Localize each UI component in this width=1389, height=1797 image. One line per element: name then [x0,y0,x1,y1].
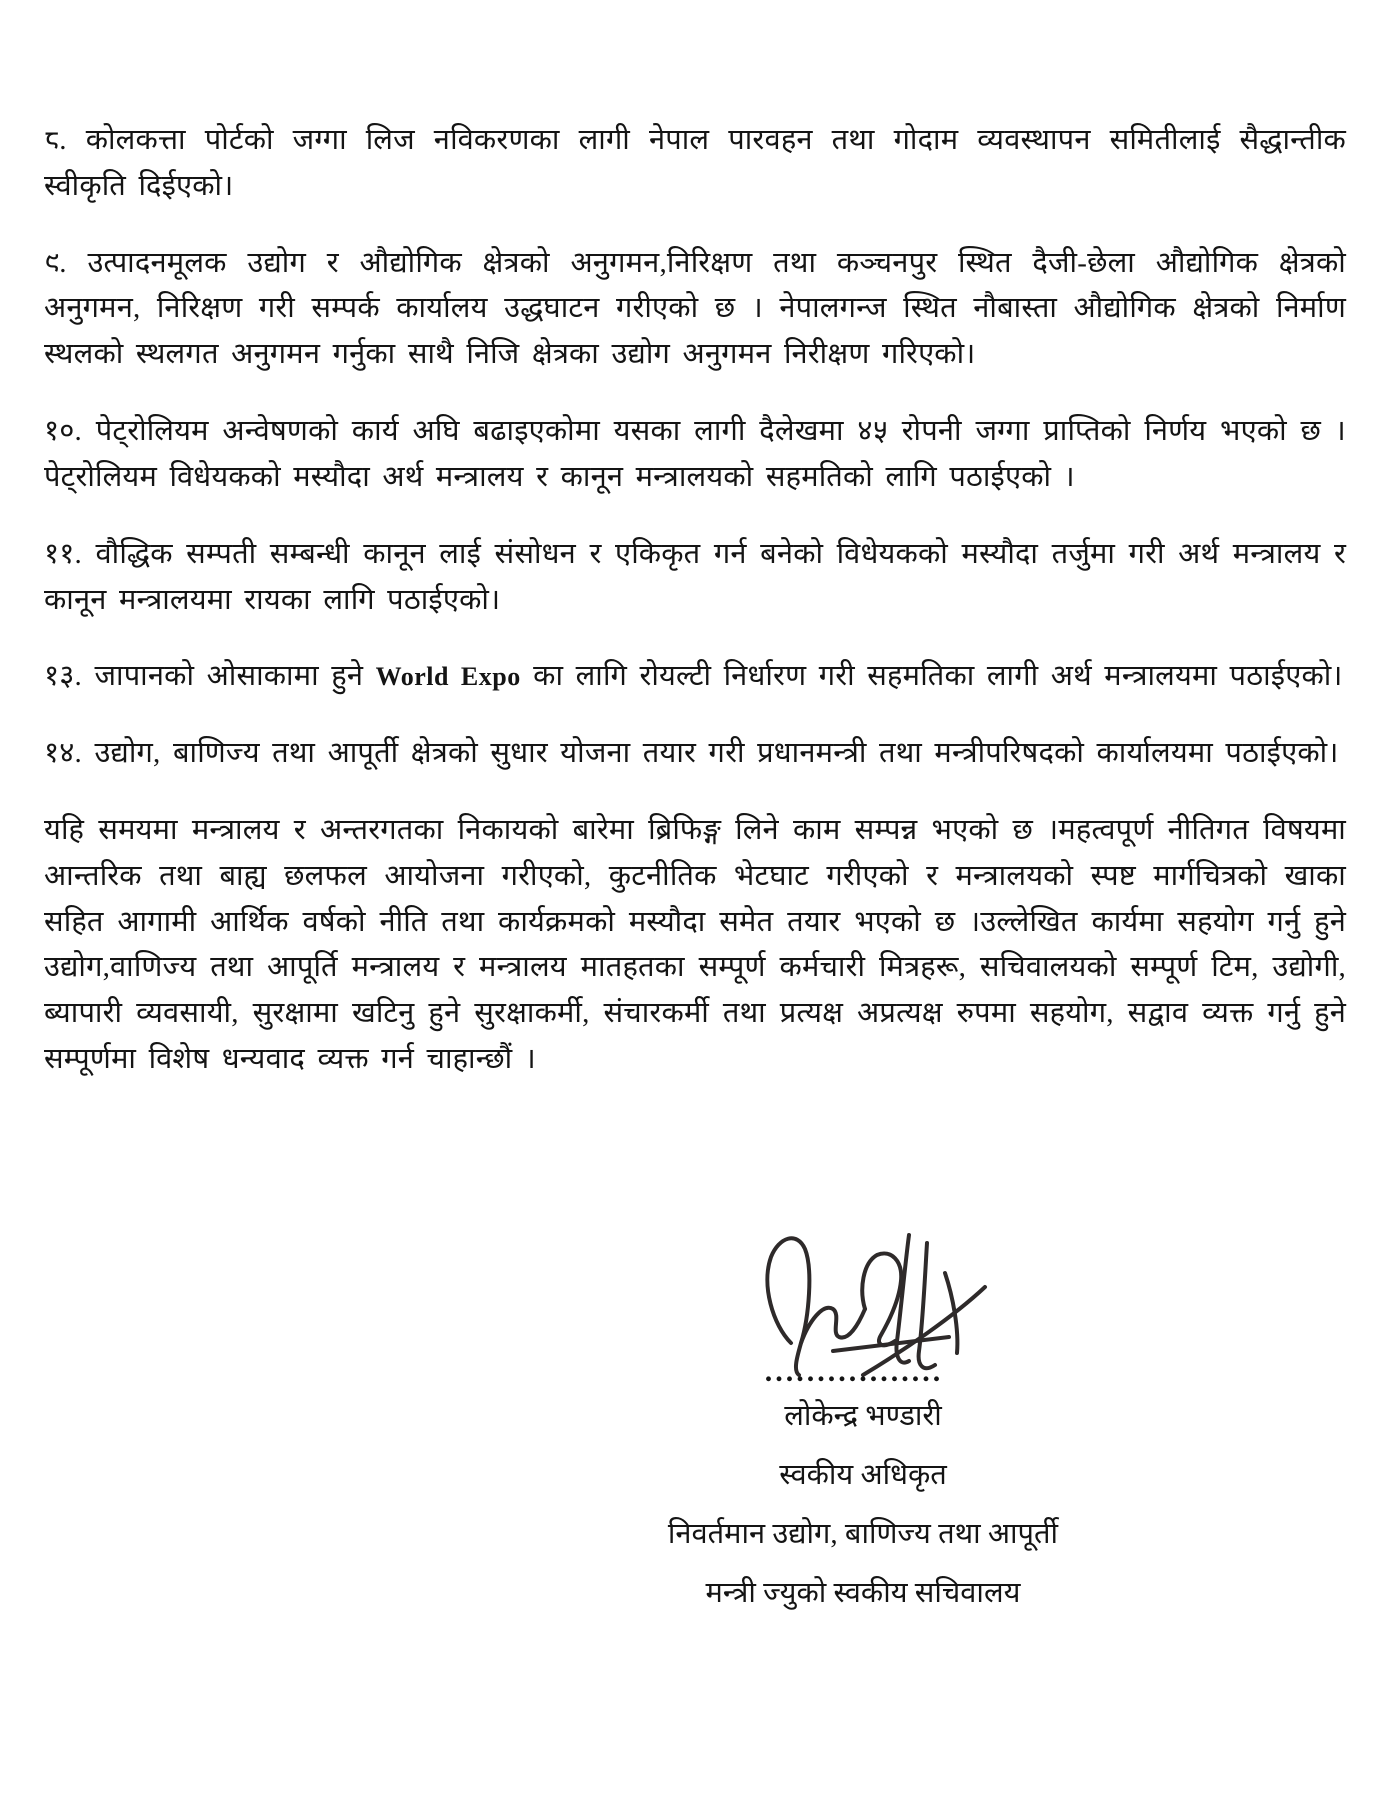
signatory-office-line1: निवर्तमान उद्योग, बाणिज्य तथा आपूर्ती [667,1518,1059,1550]
paragraph-11: ११. वौद्धिक सम्पती सम्बन्धी कानून लाई संसोधन र एकिकृत गर्न बनेको विधेयकको मस्यौदा तर्जुमा गरी अर्थ मन्त्रालय र कानून मन्त्रालयमा रायका लागि पठाईएको। [44,537,1346,616]
paragraph-14: १४. उद्योग, बाणिज्य तथा आपूर्ती क्षेत्रको सुधार योजना तयार गरी प्रधानमन्त्री तथा मन्त्रीपरिषदको कार्यालयमा पठाईएको। [44,737,1339,770]
paragraph-8: ८. कोलकत्ता पोर्टको जग्गा लिज नविकरणका लागी नेपाल पारवहन तथा गोदाम व्यवस्थापन समितीलाई सैद्धान्तीक स्वीकृति दिईएको। [44,124,1346,202]
signature-dotted-line: ................. [764,1355,944,1388]
world-expo-label: World Expo [375,662,521,692]
signatory-name: लोकेन्द्र भण्डारी [784,1400,942,1432]
signature-block [628,1225,1098,1623]
paragraph-9: ९. उत्पादनमूलक उद्योग र औद्योगिक क्षेत्रको अनुगमन,निरिक्षण तथा कञ्चनपुर स्थित दैजी-छेला औद्योगिक क्षेत्रको अनुगमन, निरिक्षण गरी सम्पर्क कार्यालय उद्धघाटन गरीएको छ । नेपालगन्ज स्थित नौबास्ता औद्योगिक क्षेत्रको निर्माण स्थलको स्थलगत अनुगमन गर्नुका साथै निजि क्षेत्रका उद्योग अनुगमन निरीक्षण गरिएको। [44,246,1346,371]
signatory-office-line2: मन्त्री ज्युको स्वकीय सचिवालय [705,1577,1021,1609]
signatory-title: स्वकीय अधिकृत [779,1459,947,1491]
document-body [44,118,1346,1083]
paragraph-13 [44,654,1346,700]
closing-paragraph: यहि समयमा मन्त्रालय र अन्तरगतका निकायको बारेमा ब्रिफिङ्ग लिने काम सम्पन्न भएको छ ।महत्वपूर्ण नीतिगत विषयमा आन्तरिक तथा बाह्य छलफल आयोजना गरीएको, कुटनीतिक भेटघाट गरीएको र मन्त्रालयको स्पष्ट मार्गचित्रको खाका सहित आगामी आर्थिक वर्षको नीति तथा कार्यक्रमको मस्यौदा समेत तयार भएको छ ।उल्लेखित कार्यमा सहयोग गर्नु हुने उद्योग,वाणिज्य तथा आपूर्ति मन्त्रालय र मन्त्रालय मातहतका सम्पूर्ण कर्मचारी मित्रहरू, सचिवालयको सम्पूर्ण टिम, उद्योगी, ब्यापारी व्यवसायी, सुरक्षामा खटिनु हुने सुरक्षाकर्मी, संचारकर्मी तथा प्रत्यक्ष अप्रत्यक्ष रुपमा सहयोग, सद्वाव व्यक्त गर्नु हुने सम्पूर्णमा विशेष धन्यवाद व्यक्त गर्न चाहान्छौं । [44,813,1346,1075]
paragraph-13-before: १३. जापानको ओसाकामा हुने [44,660,376,693]
paragraph-10: १०. पेट्रोलियम अन्वेषणको कार्य अघि बढाइएकोमा यसका लागी दैलेखमा ४५ रोपनी जग्गा प्राप्तिको निर्णय भएको छ । पेट्रोलियम विधेयकको मस्यौदा अर्थ मन्त्रालय र कानून मन्त्रालयको सहमतिको लागि पठाईएको । [44,415,1346,493]
paragraph-13-after: का लागि रोयल्टी निर्धारण गरी सहमतिका लागी अर्थ मन्त्रालयमा पठाईएको। [520,660,1343,693]
